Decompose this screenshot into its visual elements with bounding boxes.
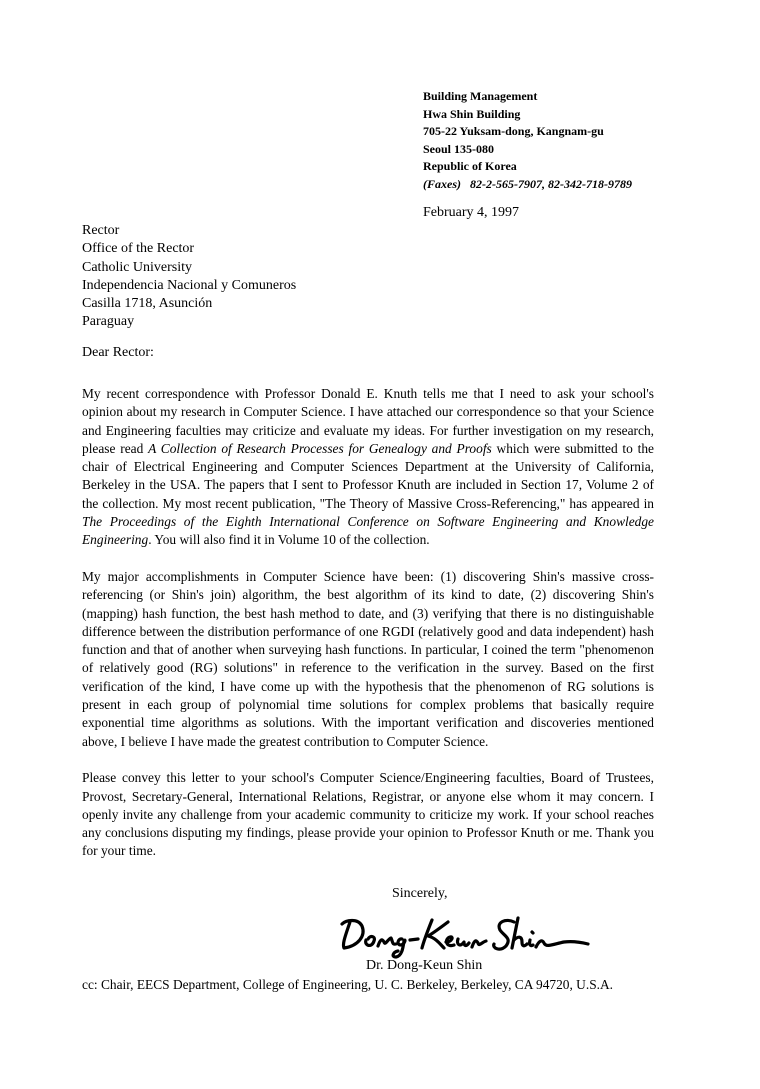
recipient-line: Independencia Nacional y Comuneros	[82, 277, 297, 293]
sender-line: Seoul 135-080	[423, 141, 495, 156]
sender-line: 705-22 Yuksam-dong, Kangnam-gu	[423, 124, 604, 138]
recipient-line: Casilla 1718, Asunción	[82, 296, 213, 312]
paragraph-text: which were submitted to the chair of Electrical Engineering and Computer Sciences Department at the University of California, Berkeley in the USA. The papers that I sent to Professor Knuth are included in Section 17, Volume 2 of the collection. My most recent publication, "The Theory of Massive Cross-Referencing," has appeared in	[82, 440, 654, 511]
paragraph-text: My major accomplishments in Computer Science have been: (1) discovering Shin's massive cross-referencing (or Shin's join) algorithm, the best algorithm of its kind to date, (2) discovering Shin's (mapping) hash function, the best hash method to date, and (3) verifying that there is no distinguishable difference between the distribution performance of one RGDI (relatively good and data independent) hash function and that of another when surveying hash functions. In particular, I coined the term "phenomenon of relatively good (RG) solutions" in reference to the verification in the survey. Based on the first verification of the kind, I have come up with the hypothesis that the phenomenon of RG solutions is present in each group of polynomial time solutions for complex problems that basically require exponential time algorithms as solutions. With the important verification and discoveries mentioned above, I believe I have made the greatest contribution to Computer Science.	[82, 568, 654, 749]
letter-body	[82, 385, 654, 879]
body-paragraph-1	[82, 385, 654, 550]
recipient-line: Rector	[82, 223, 120, 238]
recipient-line: Paraguay	[82, 314, 135, 330]
sender-line: Republic of Korea	[423, 159, 517, 173]
fax-numbers: 82-2-565-7907, 82-342-718-9789	[470, 176, 632, 191]
paragraph-text: My recent correspondence with Professor Donald E. Knuth tells me that I need to ask your school's opinion about my research in Computer Science. I have attached our correspondence so that your Science and Engineering faculties may criticize and evaluate my ideas. For further investigation on my research, please read	[82, 386, 654, 456]
signer-name: Dr. Dong-Keun Shin	[366, 958, 483, 973]
closing: Sincerely,	[392, 886, 448, 901]
paragraph-text: Please convey this letter to your school's Computer Science/Engineering faculties, Board of Trustees, Provost, Secretary-General, International Relations, Registrar, or anyone else whom it may concern. I openly invite any challenge from your academic community to criticize my work. If your school reaches any conclusions disputing my findings, please provide your opinion to Professor Knuth or me. Thank you for your time.	[82, 770, 654, 859]
body-paragraph-2	[82, 568, 654, 751]
salutation: Dear Rector:	[82, 345, 154, 360]
paragraph-text: . You will also find it in Volume 10 of the collection.	[148, 532, 430, 548]
recipient-line: Catholic University	[82, 259, 193, 275]
sender-address-block	[423, 88, 632, 193]
sender-line: Building Management	[423, 89, 538, 103]
cc-line: cc: Chair, EECS Department, College of Engineering, U. C. Berkeley, Berkeley, CA 94720, U.S.A.	[82, 977, 614, 992]
recipient-line: Office of the Rector	[82, 241, 195, 257]
letter-date: February 4, 1997	[423, 205, 520, 220]
handwritten-signature	[336, 908, 596, 960]
sender-fax-line	[423, 176, 632, 194]
recipient-address-block	[82, 222, 296, 332]
fax-label: (Faxes)	[423, 176, 461, 191]
body-paragraph-3	[82, 769, 654, 860]
book-title: A Collection of Research Processes for Genealogy and Proofs	[148, 440, 492, 456]
sender-line: Hwa Shin Building	[423, 106, 521, 121]
proceedings-title: The Proceedings of the Eighth International Conference on Software Engineering and Knowledge Engineering	[82, 514, 654, 548]
